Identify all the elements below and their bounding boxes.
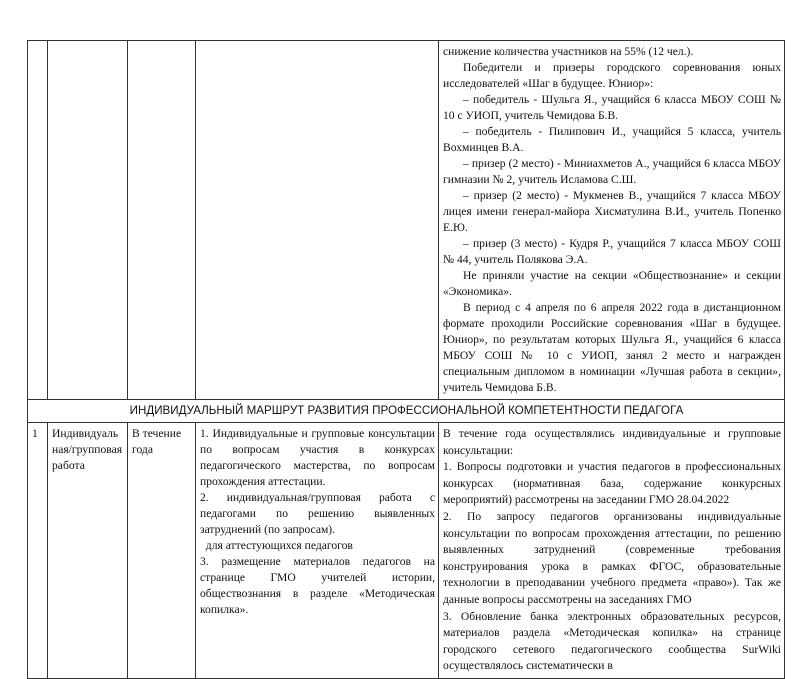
paragraph: – призер (2 место) - Миниахметов А., учащийся 6 класса МБОУ гимназии № 2, учитель Исламова С.Ш. <box>443 157 781 186</box>
empty-cell <box>196 41 439 400</box>
paragraph: 3. размещение материалов педагогов на странице ГМО учителей истории, обществознания в разделе «Методическая копилка». <box>200 555 438 616</box>
paragraph: 2. По запросу педагогов организованы индивидуальные консультации по вопросам прохождения аттестации, по решению выявленных затруднений (современные требования конструирования урока в рамках ФГОС, образовательные технологии в преподавании учебного предмета «право»). Так же данные вопросы рассмотрены на заседаниях ГМО <box>443 509 781 606</box>
paragraph: для аттестующихся педагогов <box>200 539 353 552</box>
work-form: Индивидуальная/групповая работа <box>48 423 128 679</box>
paragraph: снижение количества участников на 55% (12 чел.). <box>443 45 694 58</box>
paragraph: В период с 4 апреля по 6 апреля 2022 года в дистанционном формате проходили Российские соревнования «Шаг в будущее. Юниор», по результатам которых Шульга Я., учащийся 6 класса МБОУ СОШ № 10 с УИОП, занял 2 место и награжден специальным дипломом в номинации «Лучшая работа в секции», учитель Чемидова Б.В. <box>443 301 781 394</box>
results-cell <box>439 423 785 679</box>
empty-cell <box>48 41 128 400</box>
paragraph: – победитель - Шульга Я., учащийся 6 класса МБОУ СОШ № 10 с УИОП, учитель Чемидова Б.В. <box>443 93 781 122</box>
paragraph: – призер (3 место) - Кудря Р., учащийся 7 класса МБОУ СОШ № 44, учитель Полякова Э.А. <box>443 237 781 266</box>
paragraph: 1. Индивидуальные и групповые консультации по вопросам участия в конкурсах педагогического мастерства, по вопросам прохождения аттестации. <box>200 427 438 488</box>
results-cell <box>439 41 785 400</box>
paragraph: 3. Обновление банка электронных образовательных ресурсов, материалов раздела «Методическая копилка» на странице городского сетевого педагогического сообщества SurWiki осуществлялось систематически в <box>443 609 781 673</box>
section-header-row <box>28 400 785 423</box>
table-row <box>28 423 785 679</box>
empty-cell <box>128 41 196 400</box>
period: В течение года <box>128 423 196 679</box>
paragraph: 2. индивидуальная/групповая работа с педагогами по решению выявленных затруднений (по запросам). <box>200 491 438 536</box>
section-header: ИНДИВИДУАЛЬНЫЙ МАРШРУТ РАЗВИТИЯ ПРОФЕССИОНАЛЬНОЙ КОМПЕТЕНТНОСТИ ПЕДАГОГА <box>28 400 785 423</box>
report-table <box>27 40 785 679</box>
paragraph: Победители и призеры городского соревнования юных исследователей «Шаг в будущее. Юниор»: <box>443 61 781 90</box>
plan-cell <box>196 423 439 679</box>
paragraph: В течение года осуществлялись индивидуальные и групповые консультации: <box>443 427 781 457</box>
table-row <box>28 41 785 400</box>
paragraph: 1. Вопросы подготовки и участия педагогов в профессиональных конкурсах (нормативная база, содержание конкурсных мероприятий) рассмотрены на заседании ГМО 28.04.2022 <box>443 460 781 507</box>
paragraph: – призер (2 место) - Мукменев В., учащийся 7 класса МБОУ лицея имени генерал-майора Хисматулина В.И., учитель Попенко Е.Ю. <box>443 189 781 234</box>
row-number: 1 <box>28 423 48 679</box>
empty-cell <box>28 41 48 400</box>
paragraph: Не приняли участие на секции «Обществознание» и секции «Экономика». <box>443 269 781 298</box>
paragraph: – победитель - Пилипович И., учащийся 5 класса, учитель Вохминцев В.А. <box>443 125 781 154</box>
